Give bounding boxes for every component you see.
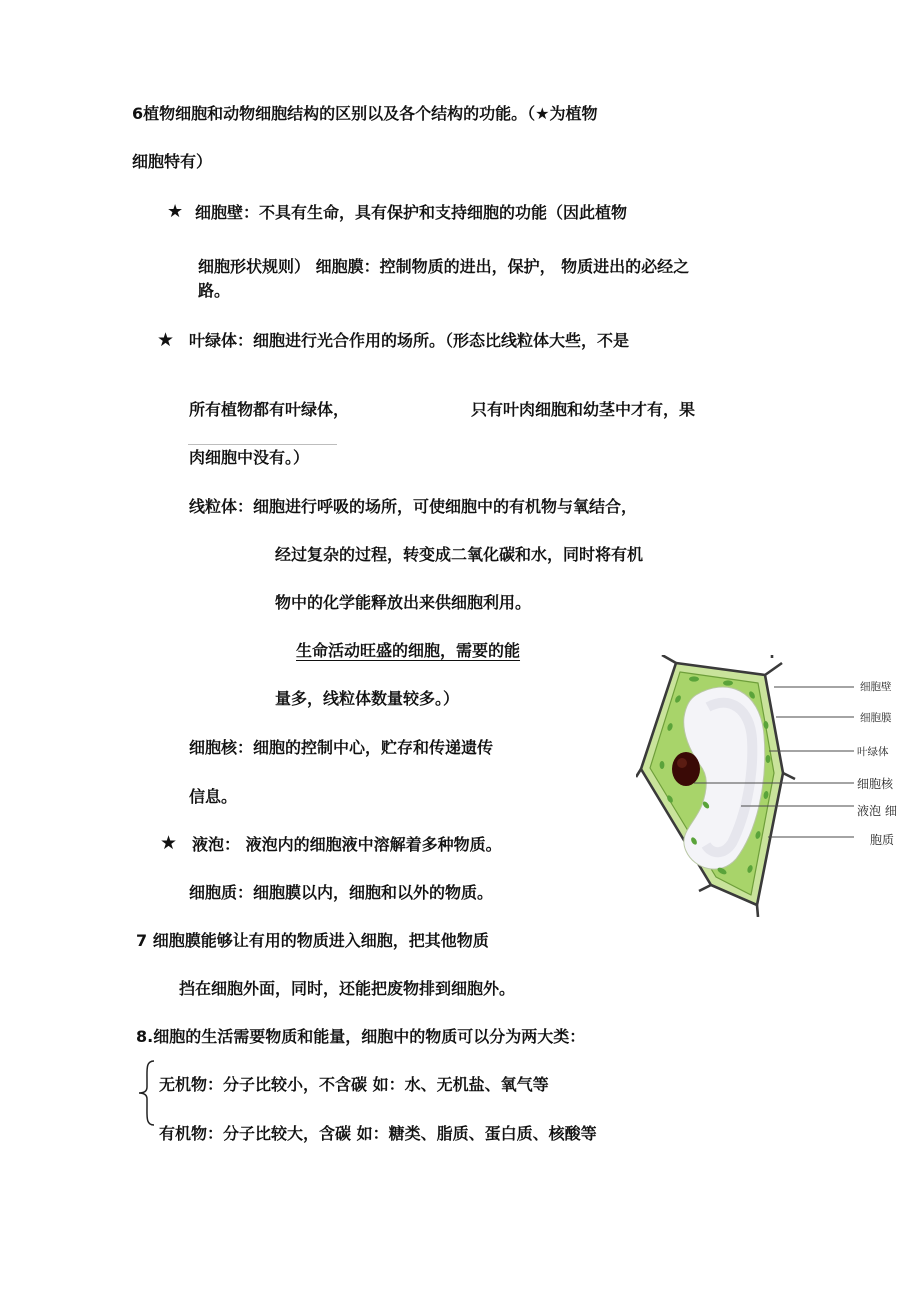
nucleus-highlight [677,758,687,768]
mitochondria-line-1: 线粒体：细胞进行呼吸的场所，可使细胞中的有机物与氧结合， [189,497,638,516]
chloroplast-line-2b: 只有叶肉细胞和幼茎中才有，果 [471,400,696,419]
mitochondria-line-3: 物中的化学能释放出来供细胞利用。 [275,593,532,612]
star-icon: ★ [160,832,178,854]
label-cytoplasm: 胞质 [870,833,895,847]
cytoplasm-line-1: 细胞质：细胞膜以内，细胞和以外的物质。 [189,883,494,902]
chloroplast-line-2a: 所有植物都有叶绿体， [189,400,350,419]
question-8-line-1: 8.细胞的生活需要物质和能量，细胞中的物质可以分为两大类： [136,1027,586,1046]
star-icon: ★ [167,201,184,222]
nucleus [672,752,700,786]
inorganic-line: 无机物：分子比较小，不含碳 如：水、无机盐、氧气等 [159,1075,549,1094]
chloroplast-line-1: 叶绿体：细胞进行光合作用的场所。（形态比线粒体大些，不是 [189,331,630,350]
cell-wall-line-2: 细胞形状规则） 细胞膜：控制物质的进出，保护， 物质进出的必经之 [198,257,690,276]
label-nucleus: 细胞核 [857,777,894,791]
question-7-line-2: 挡在细胞外面，同时，还能把废物排到细胞外。 [179,979,516,998]
mitochondria-line-2: 经过复杂的过程，转变成二氧化碳和水，同时将有机 [275,545,644,564]
mitochondria-line-5: 量多，线粒体数量较多。） [275,689,460,708]
divider-line [188,444,337,445]
chloroplast-line-3: 肉细胞中没有。） [189,448,310,467]
left-brace-icon [136,1059,158,1127]
question-6-line-2: 细胞特有） [132,152,213,171]
star-icon: ★ [157,329,175,351]
vacuole-line-1: 液泡： 液泡内的细胞液中溶解着多种物质。 [192,835,502,854]
question-7-line-1: 7 细胞膜能够让有用的物质进入细胞，把其他物质 [136,931,489,950]
cell-wall-line-1: 细胞壁：不具有生命，具有保护和支持细胞的功能（因此植物 [195,203,628,222]
nucleus-line-2: 信息。 [189,787,238,806]
label-cell-membrane: 细胞膜 [860,712,892,724]
organic-line: 有机物：分子比较大，含碳 如：糖类、脂质、蛋白质、核酸等 [159,1124,597,1143]
label-cell-wall: 细胞壁 [860,681,892,693]
cell-wall-line-3: 路。 [198,281,231,300]
nucleus-line-1: 细胞核：细胞的控制中心，贮存和传递遗传 [189,738,494,757]
mitochondria-line-4: 生命活动旺盛的细胞，需要的能 [296,641,521,660]
label-vacuole: 液泡 细 [857,804,897,818]
label-chloroplast: 叶绿体 [857,746,889,758]
question-6-line-1: 6植物细胞和动物细胞结构的区别以及各个结构的功能。（★为植物 [132,104,598,123]
